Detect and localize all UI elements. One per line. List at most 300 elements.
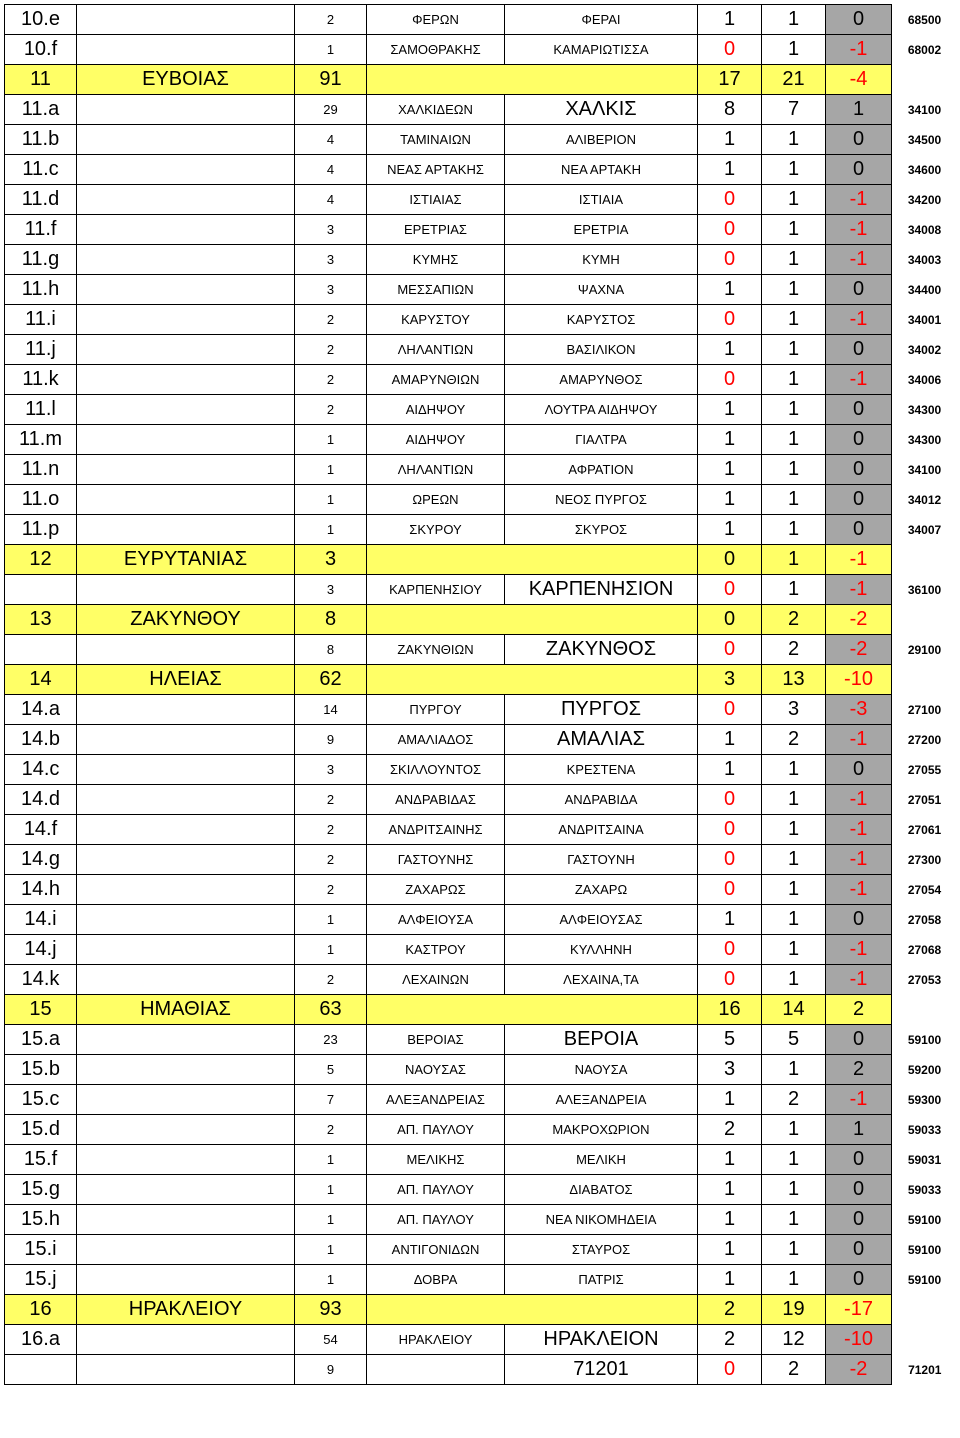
prefecture-name: ΗΜΑΘΙΑΣ: [77, 995, 295, 1025]
cell-diff: 0: [826, 395, 892, 425]
row-code: 15.a: [5, 1025, 77, 1055]
row-municipality: ΑΝΔΡΙΤΣΑΙΝΗΣ: [367, 815, 505, 845]
row-zip: 34100: [907, 102, 942, 117]
row-spacer: [77, 905, 295, 935]
cell-b: 1: [762, 1055, 826, 1085]
row-spacer: [77, 1055, 295, 1085]
row-count: 2: [295, 845, 367, 875]
prefecture-row: [5, 1295, 958, 1325]
row-count: 2: [295, 785, 367, 815]
row-municipality: ΓΑΣΤΟΥΝΗΣ: [367, 845, 505, 875]
cell-diff: -17: [826, 1295, 892, 1325]
row-spacer: [77, 935, 295, 965]
cell-a: 1: [698, 125, 762, 155]
row-municipality: ΑΜΑΛΙΑΔΟΣ: [367, 725, 505, 755]
row-spacer: [77, 335, 295, 365]
row-place: ΚΑΜΑΡΙΩΤΙΣΣΑ: [505, 35, 698, 65]
row-municipality: ΑΛΦΕΙΟΥΣΑ: [367, 905, 505, 935]
row-place: ΖΑΚΥΝΘΟΣ: [505, 635, 698, 665]
row-code: 15.c: [5, 1085, 77, 1115]
row-zip: 27053: [907, 972, 942, 987]
row-zip: 34100: [907, 462, 942, 477]
row-code: [5, 635, 77, 665]
row-count: 9: [295, 725, 367, 755]
row-place: ΚΥΛΛΗΝΗ: [505, 935, 698, 965]
row-code: 11.m: [5, 425, 77, 455]
row-count: 14: [295, 695, 367, 725]
cell-a: 1: [698, 1265, 762, 1295]
table-row: [5, 215, 958, 245]
cell-diff: -1: [826, 785, 892, 815]
row-count: 5: [295, 1055, 367, 1085]
row-code: 16.a: [5, 1325, 77, 1355]
row-zip: 29100: [907, 642, 942, 657]
row-place: ΨΑΧΝΑ: [505, 275, 698, 305]
table-row: [5, 335, 958, 365]
empty-cell: [892, 665, 958, 695]
prefecture-row: [5, 995, 958, 1025]
row-count: 23: [295, 1025, 367, 1055]
row-zip: 59100: [907, 1272, 942, 1287]
table-row: [5, 635, 958, 665]
cell-a: 1: [698, 515, 762, 545]
row-spacer: [77, 455, 295, 485]
row-code: 15.i: [5, 1235, 77, 1265]
row-spacer: [77, 755, 295, 785]
cell-a: 1: [698, 1145, 762, 1175]
row-zip: 59100: [907, 1032, 942, 1047]
cell-b: 1: [762, 1265, 826, 1295]
data-table: [4, 4, 958, 1385]
table-row: [5, 845, 958, 875]
row-zip: 34003: [907, 252, 942, 267]
row-count: 4: [295, 155, 367, 185]
row-code: 11.o: [5, 485, 77, 515]
row-place: 71201: [505, 1355, 698, 1385]
row-count: 2: [295, 5, 367, 35]
row-code: 14.c: [5, 755, 77, 785]
table-row: [5, 95, 958, 125]
table-row: [5, 965, 958, 995]
cell-a: 1: [698, 395, 762, 425]
cell-b: 1: [762, 1175, 826, 1205]
cell-b: 3: [762, 695, 826, 725]
row-zip: 71201: [908, 1362, 942, 1377]
row-spacer: [77, 155, 295, 185]
row-spacer: [77, 515, 295, 545]
cell-a: 0: [698, 695, 762, 725]
row-municipality: ΛΗΛΑΝΤΙΩΝ: [367, 455, 505, 485]
row-zip: 59300: [907, 1092, 942, 1107]
cell-b: 2: [762, 605, 826, 635]
prefecture-count: 91: [295, 65, 367, 95]
cell-diff: 0: [826, 755, 892, 785]
row-spacer: [77, 785, 295, 815]
row-code: 11.b: [5, 125, 77, 155]
row-place: ΒΕΡΟΙΑ: [505, 1025, 698, 1055]
cell-diff: -1: [826, 35, 892, 65]
row-zip: 34200: [907, 192, 942, 207]
cell-a: 2: [698, 1325, 762, 1355]
cell-a: 0: [698, 215, 762, 245]
cell-diff: -2: [826, 605, 892, 635]
cell-a: 0: [698, 605, 762, 635]
row-zip: 59200: [907, 1062, 942, 1077]
row-municipality: ΜΕΛΙΚΗΣ: [367, 1145, 505, 1175]
row-zip: 34001: [907, 312, 942, 327]
row-spacer: [77, 485, 295, 515]
row-code: 14.f: [5, 815, 77, 845]
row-spacer: [77, 965, 295, 995]
cell-b: 1: [762, 185, 826, 215]
cell-b: 2: [762, 1085, 826, 1115]
table-row: [5, 1205, 958, 1235]
row-zip: 27200: [907, 732, 942, 747]
row-code: 15.h: [5, 1205, 77, 1235]
prefecture-row: [5, 665, 958, 695]
row-count: 7: [295, 1085, 367, 1115]
row-place: ΚΑΡΥΣΤΟΣ: [505, 305, 698, 335]
table-row: [5, 275, 958, 305]
cell-b: 19: [762, 1295, 826, 1325]
row-municipality: ΛΗΛΑΝΤΙΩΝ: [367, 335, 505, 365]
prefecture-name: ΕΥΡΥΤΑΝΙΑΣ: [77, 545, 295, 575]
row-place: ΑΜΑΛΙΑΣ: [505, 725, 698, 755]
row-place: ΝΑΟΥΣΑ: [505, 1055, 698, 1085]
row-spacer: [77, 725, 295, 755]
row-spacer: [77, 35, 295, 65]
prefecture-row: [5, 545, 958, 575]
row-spacer: [77, 1355, 295, 1385]
cell-a: 1: [698, 1085, 762, 1115]
cell-diff: 0: [826, 125, 892, 155]
row-zip: 34007: [907, 522, 942, 537]
prefecture-name: ΕΥΒΟΙΑΣ: [77, 65, 295, 95]
cell-diff: -3: [826, 695, 892, 725]
cell-diff: -1: [826, 365, 892, 395]
row-code: 14.i: [5, 905, 77, 935]
cell-a: 0: [698, 935, 762, 965]
cell-b: 1: [762, 335, 826, 365]
row-code: 11.n: [5, 455, 77, 485]
row-code: 11.g: [5, 245, 77, 275]
cell-diff: -1: [826, 815, 892, 845]
row-spacer: [77, 695, 295, 725]
row-spacer: [77, 1265, 295, 1295]
row-count: 4: [295, 185, 367, 215]
cell-diff: -2: [826, 635, 892, 665]
cell-a: 0: [698, 785, 762, 815]
row-place: ΕΡΕΤΡΙΑ: [505, 215, 698, 245]
row-municipality: ΑΠ. ΠΑΥΛΟΥ: [367, 1175, 505, 1205]
cell-b: 1: [762, 365, 826, 395]
table-row: [5, 1175, 958, 1205]
cell-b: 7: [762, 95, 826, 125]
cell-a: 1: [698, 155, 762, 185]
row-spacer: [77, 635, 295, 665]
cell-b: 1: [762, 485, 826, 515]
prefecture-count: 3: [295, 545, 367, 575]
row-municipality: ΑΛΕΞΑΝΔΡΕΙΑΣ: [367, 1085, 505, 1115]
table-row: [5, 1145, 958, 1175]
cell-diff: 0: [826, 1265, 892, 1295]
table-row: [5, 305, 958, 335]
row-count: 2: [295, 395, 367, 425]
row-place: ΑΛΦΕΙΟΥΣΑΣ: [505, 905, 698, 935]
cell-b: 1: [762, 815, 826, 845]
row-zip: 34400: [907, 282, 942, 297]
cell-a: 1: [698, 485, 762, 515]
row-place: ΑΛΕΞΑΝΔΡΕΙΑ: [505, 1085, 698, 1115]
row-municipality: ΛΕΧΑΙΝΩΝ: [367, 965, 505, 995]
row-place: ΠΥΡΓΟΣ: [505, 695, 698, 725]
row-code: 14.g: [5, 845, 77, 875]
cell-b: 1: [762, 515, 826, 545]
empty-cell: [892, 545, 958, 575]
row-spacer: [77, 815, 295, 845]
cell-diff: -1: [826, 545, 892, 575]
row-place: ΖΑΧΑΡΩ: [505, 875, 698, 905]
cell-diff: 0: [826, 425, 892, 455]
cell-a: 0: [698, 965, 762, 995]
table-row: [5, 695, 958, 725]
row-code: 14.a: [5, 695, 77, 725]
table-row: [5, 515, 958, 545]
cell-b: 1: [762, 245, 826, 275]
table-row: [5, 1025, 958, 1055]
row-place: ΚΥΜΗ: [505, 245, 698, 275]
row-count: 3: [295, 275, 367, 305]
cell-b: 1: [762, 35, 826, 65]
prefecture-name: ΗΛΕΙΑΣ: [77, 665, 295, 695]
cell-b: 1: [762, 1115, 826, 1145]
cell-b: 1: [762, 905, 826, 935]
cell-b: 2: [762, 635, 826, 665]
row-place: ΑΜΑΡΥΝΘΟΣ: [505, 365, 698, 395]
cell-diff: -1: [826, 215, 892, 245]
row-count: 1: [295, 935, 367, 965]
row-code: 11.c: [5, 155, 77, 185]
table-row: [5, 35, 958, 65]
row-zip: 59031: [907, 1152, 942, 1167]
row-place: ΧΑΛΚΙΣ: [505, 95, 698, 125]
row-spacer: [77, 1175, 295, 1205]
row-spacer: [77, 305, 295, 335]
cell-diff: 0: [826, 275, 892, 305]
cell-a: 17: [698, 65, 762, 95]
table-row: [5, 755, 958, 785]
row-zip: 27054: [907, 882, 942, 897]
empty-cell: [892, 995, 958, 1025]
cell-a: 1: [698, 725, 762, 755]
cell-diff: 0: [826, 335, 892, 365]
cell-b: 1: [762, 305, 826, 335]
prefecture-name: ΖΑΚΥΝΘΟΥ: [77, 605, 295, 635]
table-row: [5, 575, 958, 605]
cell-diff: 0: [826, 1175, 892, 1205]
row-spacer: [77, 245, 295, 275]
row-count: 1: [295, 1145, 367, 1175]
cell-b: 1: [762, 155, 826, 185]
row-municipality: ΑΙΔΗΨΟΥ: [367, 395, 505, 425]
table-row: [5, 5, 958, 35]
row-count: 2: [295, 335, 367, 365]
cell-diff: -1: [826, 305, 892, 335]
row-count: 9: [295, 1355, 367, 1385]
cell-diff: 0: [826, 515, 892, 545]
cell-b: 1: [762, 1235, 826, 1265]
cell-diff: -1: [826, 875, 892, 905]
row-municipality: ΑΝΤΙΓΟΝΙΔΩΝ: [367, 1235, 505, 1265]
row-code: 14.b: [5, 725, 77, 755]
table-row: [5, 1235, 958, 1265]
cell-a: 0: [698, 365, 762, 395]
row-municipality: ΑΙΔΗΨΟΥ: [367, 425, 505, 455]
cell-a: 1: [698, 905, 762, 935]
row-code: 10.e: [5, 5, 77, 35]
cell-a: 1: [698, 455, 762, 485]
cell-a: 0: [698, 245, 762, 275]
row-municipality: ΧΑΛΚΙΔΕΩΝ: [367, 95, 505, 125]
prefecture-blank: [367, 65, 698, 95]
row-count: 2: [295, 305, 367, 335]
row-spacer: [77, 1085, 295, 1115]
cell-diff: 0: [826, 455, 892, 485]
row-place: ΦΕΡΑΙ: [505, 5, 698, 35]
row-count: 29: [295, 95, 367, 125]
row-code: 11.d: [5, 185, 77, 215]
row-zip: 34600: [907, 162, 942, 177]
row-place: ΔΙΑΒΑΤΟΣ: [505, 1175, 698, 1205]
prefecture-code: 16: [5, 1295, 77, 1325]
table-row: [5, 815, 958, 845]
cell-diff: 1: [826, 1115, 892, 1145]
row-spacer: [77, 395, 295, 425]
cell-a: 1: [698, 5, 762, 35]
table-row: [5, 1355, 958, 1385]
row-zip: 34012: [907, 492, 942, 507]
row-zip: 59033: [907, 1122, 942, 1137]
table-row: [5, 185, 958, 215]
row-count: 3: [295, 755, 367, 785]
row-place: ΒΑΣΙΛΙΚΟΝ: [505, 335, 698, 365]
row-zip: 27055: [907, 762, 942, 777]
cell-b: 1: [762, 1205, 826, 1235]
row-code: 11.f: [5, 215, 77, 245]
row-count: 3: [295, 215, 367, 245]
row-municipality: ΚΑΡΥΣΤΟΥ: [367, 305, 505, 335]
cell-a: 1: [698, 425, 762, 455]
row-spacer: [77, 845, 295, 875]
table-row: [5, 785, 958, 815]
row-zip: 27058: [907, 912, 942, 927]
cell-diff: 2: [826, 1055, 892, 1085]
row-count: 2: [295, 965, 367, 995]
row-municipality: ΙΣΤΙΑΙΑΣ: [367, 185, 505, 215]
cell-b: 1: [762, 275, 826, 305]
row-municipality: ΚΑΣΤΡΟΥ: [367, 935, 505, 965]
prefecture-code: 11: [5, 65, 77, 95]
row-zip: 59100: [907, 1212, 942, 1227]
row-municipality: ΚΥΜΗΣ: [367, 245, 505, 275]
row-place: ΑΝΔΡΑΒΙΔΑ: [505, 785, 698, 815]
row-spacer: [77, 5, 295, 35]
cell-diff: -1: [826, 575, 892, 605]
row-municipality: ΦΕΡΩΝ: [367, 5, 505, 35]
row-count: 2: [295, 815, 367, 845]
row-place: ΓΑΣΤΟΥΝΗ: [505, 845, 698, 875]
cell-b: 1: [762, 455, 826, 485]
cell-diff: 1: [826, 95, 892, 125]
cell-diff: 0: [826, 1025, 892, 1055]
table-row: [5, 395, 958, 425]
row-zip: 27068: [907, 942, 942, 957]
cell-a: 1: [698, 335, 762, 365]
row-code: [5, 1355, 77, 1385]
row-municipality: ΣΚΙΛΛΟΥΝΤΟΣ: [367, 755, 505, 785]
row-municipality: ΣΚΥΡΟΥ: [367, 515, 505, 545]
cell-diff: -1: [826, 725, 892, 755]
row-municipality: ΑΜΑΡΥΝΘΙΩΝ: [367, 365, 505, 395]
prefecture-row: [5, 65, 958, 95]
row-count: 3: [295, 245, 367, 275]
cell-b: 1: [762, 1145, 826, 1175]
row-code: 11.a: [5, 95, 77, 125]
prefecture-name: ΗΡΑΚΛΕΙΟΥ: [77, 1295, 295, 1325]
cell-a: 0: [698, 875, 762, 905]
row-municipality: ΔΟΒΡΑ: [367, 1265, 505, 1295]
table-row: [5, 935, 958, 965]
row-municipality: ΤΑΜΙΝΑΙΩΝ: [367, 125, 505, 155]
row-count: 1: [295, 1205, 367, 1235]
cell-a: 0: [698, 545, 762, 575]
row-place: ΑΛΙΒΕΡΙΟΝ: [505, 125, 698, 155]
row-zip: 27100: [907, 702, 942, 717]
row-count: 1: [295, 1235, 367, 1265]
row-code: 11.p: [5, 515, 77, 545]
cell-b: 1: [762, 395, 826, 425]
prefecture-blank: [367, 1295, 698, 1325]
cell-a: 5: [698, 1025, 762, 1055]
row-zip: 27051: [907, 792, 942, 807]
row-count: 4: [295, 125, 367, 155]
cell-diff: 0: [826, 485, 892, 515]
row-code: 10.f: [5, 35, 77, 65]
row-count: 1: [295, 425, 367, 455]
table-row: [5, 365, 958, 395]
row-zip: 34500: [907, 132, 942, 147]
cell-b: 1: [762, 965, 826, 995]
row-count: 3: [295, 575, 367, 605]
row-zip: 34002: [907, 342, 942, 357]
row-spacer: [77, 185, 295, 215]
cell-a: 0: [698, 845, 762, 875]
prefecture-count: 63: [295, 995, 367, 1025]
row-zip: 59033: [907, 1182, 942, 1197]
row-municipality: [367, 1355, 505, 1385]
table-row: [5, 485, 958, 515]
row-spacer: [77, 1145, 295, 1175]
row-place: ΝΕΑ ΑΡΤΑΚΗ: [505, 155, 698, 185]
cell-a: 8: [698, 95, 762, 125]
prefecture-count: 62: [295, 665, 367, 695]
row-count: 54: [295, 1325, 367, 1355]
table-row: [5, 875, 958, 905]
cell-b: 2: [762, 1355, 826, 1385]
row-place: ΓΙΑΛΤΡΑ: [505, 425, 698, 455]
cell-a: 1: [698, 755, 762, 785]
cell-diff: 0: [826, 1235, 892, 1265]
